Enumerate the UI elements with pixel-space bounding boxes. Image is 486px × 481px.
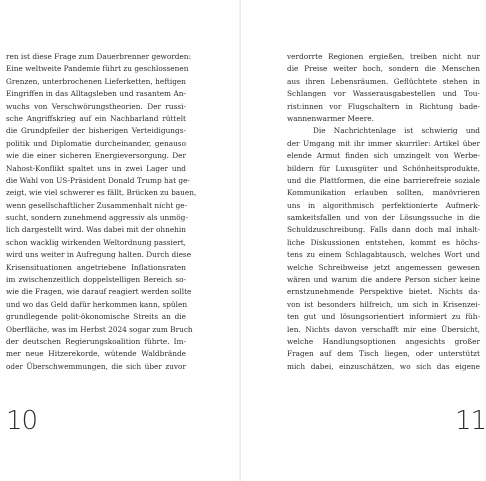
text-line: und die Plattformen, die eine barrierefreie soziale xyxy=(287,175,480,185)
left-page xyxy=(0,0,240,481)
text-line: Oberfläche, was im Herbst 2024 sogar zum Bruch xyxy=(6,324,193,334)
text-line: uns in algorithmisch perfektionierte Aufmerk- xyxy=(287,200,480,210)
text-line: wird uns weiter in Aufregung halten. Durch diese xyxy=(6,250,192,260)
text-line: oder Überschwemmungen, die sich über zuvor xyxy=(6,361,186,371)
text-line: ren ist diese Frage zum Dauerbrenner geworden: xyxy=(6,52,192,61)
text-line: tens zu einem Schlagabtausch, welches Wort und xyxy=(287,250,480,260)
text-line: sucht, sondern zunehmend aggressiv als unmög- xyxy=(6,213,188,223)
text-line: wie die einer sicheren Energieversorgung. Der xyxy=(6,151,186,161)
text-line: mer neue Hitzerekorde, wütende Waldbrände xyxy=(6,349,186,359)
text-line: grundlegende polit-ökonomische Streits an die xyxy=(6,312,186,322)
text-line: und wo das Geld dafür herkommen kann, spülen xyxy=(6,299,188,309)
text-line: Eine weltweite Pandemie führt zu geschlossenen xyxy=(6,64,189,74)
text-line: ernstzunehmende Perspektive bietet. Nichts da- xyxy=(287,287,480,297)
right-text-column xyxy=(287,51,480,373)
text-line: der Umgang mit ihr immer skurriler: Artikel über xyxy=(287,138,480,148)
text-line: Schuldzuschreibung. Falls dann doch mal inhalt- xyxy=(287,225,480,235)
right-page-number: 11 xyxy=(455,406,486,436)
text-line: wenn gesellschaftlicher Zusammenhalt nicht ge- xyxy=(6,200,188,210)
text-line: samkeitsfallen und von der Lösungssuche in die xyxy=(287,213,480,223)
text-line: verdorrte Regionen ergießen, treiben nicht nur xyxy=(287,52,480,61)
text-line: Nahost-Konflikt spaltet uns in zwei Lager und xyxy=(6,163,186,173)
text-line: die Grundpfeiler der bisherigen Verteidigungs- xyxy=(6,126,186,136)
text-line: Fragen auf dem Tisch liegen, oder unterstützt xyxy=(287,349,480,359)
text-line: lich dargestellt wird. Was dabei mit der ohnehin xyxy=(6,225,186,235)
text-line: wie die Fragen, wie darauf reagiert werden sollte xyxy=(6,287,192,297)
text-line: von ist besonders hilfreich, um sich in Krisenzei- xyxy=(287,299,480,309)
left-page-number: 10 xyxy=(6,406,38,436)
text-line: bildern für Luxusgüter und Schönheitsprodukte, xyxy=(287,163,480,173)
text-line: aus ihren Lebensräumen. Geflüchtete stehen in xyxy=(287,76,480,86)
text-line: mich dabei, einzuschätzen, wo sich das eigene xyxy=(287,361,480,371)
text-line: elende Armut finden sich umzingelt von Werbe- xyxy=(287,151,480,161)
text-line: liche Diskussionen entstehen, kommt es höchs- xyxy=(287,237,480,247)
left-text-column xyxy=(6,51,197,373)
text-line: Krisensituationen angetriebene Inflationsraten xyxy=(6,262,186,272)
text-line: zeigt, wie viel schwerer es fällt, Brücken zu bauen, xyxy=(6,188,197,198)
text-line: ten gut und lösungsorientiert informiert zu füh- xyxy=(287,312,480,322)
text-line: die Preise weiter hoch, sondern die Menschen xyxy=(287,64,480,74)
text-line: im zwischenzeitlich doppelstelligen Bereich so- xyxy=(6,275,186,285)
text-line: wannenwarmer Meere. xyxy=(287,113,374,123)
text-line: Grenzen, unterbrochenen Lieferketten, heftigen xyxy=(6,76,186,86)
text-line: politik und Diplomatie durcheinander, genauso xyxy=(6,138,186,148)
text-line: Schlangen vor Wasserausgabestellen und Tou- xyxy=(287,89,480,99)
text-line: Eingriffen in das Alltagsleben und rasantem An- xyxy=(6,89,186,99)
text-line: welche Handlungsoptionen angesichts großer xyxy=(287,336,480,346)
text-line: die Wahl von US-Präsident Donald Trump hat ge- xyxy=(6,175,190,185)
text-line: Die Nachrichtenlage ist schwierig und xyxy=(313,126,480,136)
text-line: rist:innen vor Flugschaltern in Richtung bade- xyxy=(287,101,480,111)
text-line: schon wacklig wirkenden Weltordnung passiert, xyxy=(6,237,186,247)
text-line: len. Nichts davon verschafft mir eine Übersicht, xyxy=(287,324,480,334)
text-line: welche Schreibweise jetzt angemessen gewesen xyxy=(287,262,480,272)
text-line: Kommunikation erlauben sollten, manövrieren xyxy=(287,188,480,198)
text-line: wuchs von Verschwörungstheorien. Der russi- xyxy=(6,101,186,111)
text-line: sche Angriffskrieg auf ein Nachbarland rüttelt xyxy=(6,113,186,123)
text-line: der deutschen Regierungskoalition führte. Im- xyxy=(6,336,186,346)
text-line: wären und warum die andere Person sicher keine xyxy=(287,275,480,285)
